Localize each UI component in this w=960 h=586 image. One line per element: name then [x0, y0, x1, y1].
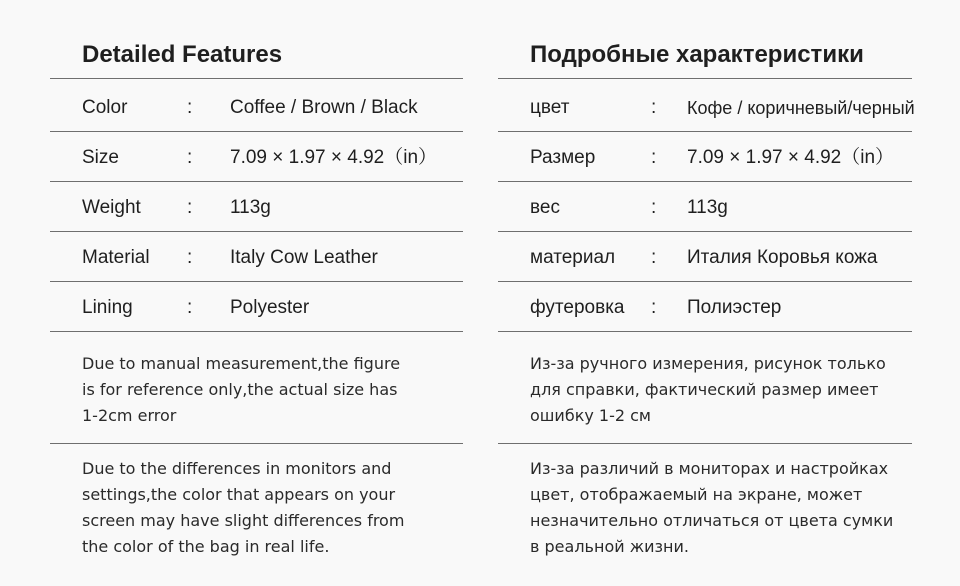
row-value: Italy Cow Leather — [230, 247, 378, 268]
divider — [498, 181, 912, 182]
row-label: Size — [82, 147, 119, 168]
divider — [498, 131, 912, 132]
divider — [50, 131, 463, 132]
divider — [498, 443, 912, 444]
divider — [50, 78, 463, 79]
row-value: 7.09 × 1.97 × 4.92（in） — [687, 147, 895, 168]
row-label: футеровка — [530, 297, 625, 318]
row-value: Кофе / коричневый/черный — [687, 98, 915, 118]
row-label: Weight — [82, 197, 141, 218]
row-value: Polyester — [230, 297, 310, 318]
row-colon: : — [651, 147, 657, 168]
row-value: Италия Коровья кожа — [687, 247, 878, 268]
note-line: is for reference only,the actual size has — [82, 380, 398, 399]
divider — [50, 181, 463, 182]
row-label: Lining — [82, 297, 133, 318]
row-colon: : — [187, 147, 193, 168]
note-line: settings,the color that appears on your — [82, 485, 396, 504]
measurement-note — [530, 351, 910, 429]
row-colon: : — [187, 297, 193, 318]
divider — [498, 78, 912, 79]
row-colon: : — [651, 297, 657, 318]
row-label: Material — [82, 247, 150, 268]
features-title: Подробные характеристики — [530, 41, 864, 68]
note-line: Due to the differences in monitors and — [82, 459, 392, 478]
row-value: Coffee / Brown / Black — [230, 97, 418, 118]
note-line: цвет, отображаемый на экране, может — [530, 485, 863, 504]
row-label: Color — [82, 97, 128, 118]
row-value: 7.09 × 1.97 × 4.92（in） — [230, 147, 438, 168]
note-line: для справки, фактический размер имеет — [530, 380, 879, 399]
row-colon: : — [187, 97, 193, 118]
divider — [50, 331, 463, 332]
divider — [50, 281, 463, 282]
features-title: Detailed Features — [82, 41, 283, 68]
divider — [498, 281, 912, 282]
row-label: Размер — [530, 147, 596, 168]
row-value: Полиэстер — [687, 297, 782, 318]
row-label: цвет — [530, 97, 570, 118]
row-colon: : — [651, 247, 657, 268]
row-value: 113g — [687, 197, 728, 218]
divider — [498, 231, 912, 232]
divider — [50, 443, 463, 444]
note-line: Due to manual measurement,the figure — [82, 354, 401, 373]
note-line: незначительно отличаться от цвета сумки — [530, 511, 894, 530]
note-line: Из-за ручного измерения, рисунок только — [530, 354, 886, 373]
note-line: the color of the bag in real life. — [82, 537, 330, 556]
row-colon: : — [651, 197, 657, 218]
note-line: 1-2cm error — [82, 406, 177, 425]
divider — [50, 231, 463, 232]
row-label: материал — [530, 247, 616, 268]
row-colon: : — [651, 97, 657, 118]
row-value: 113g — [230, 197, 271, 218]
note-line: ошибку 1-2 см — [530, 406, 651, 425]
divider — [498, 331, 912, 332]
color-note — [82, 456, 462, 560]
note-line: Из-за различий в мониторах и настройках — [530, 459, 889, 478]
color-note — [530, 456, 910, 560]
note-line: в реальной жизни. — [530, 537, 689, 556]
row-label: вес — [530, 197, 560, 218]
measurement-note — [82, 351, 462, 429]
note-line: screen may have slight differences from — [82, 511, 405, 530]
row-colon: : — [187, 247, 193, 268]
row-colon: : — [187, 197, 193, 218]
